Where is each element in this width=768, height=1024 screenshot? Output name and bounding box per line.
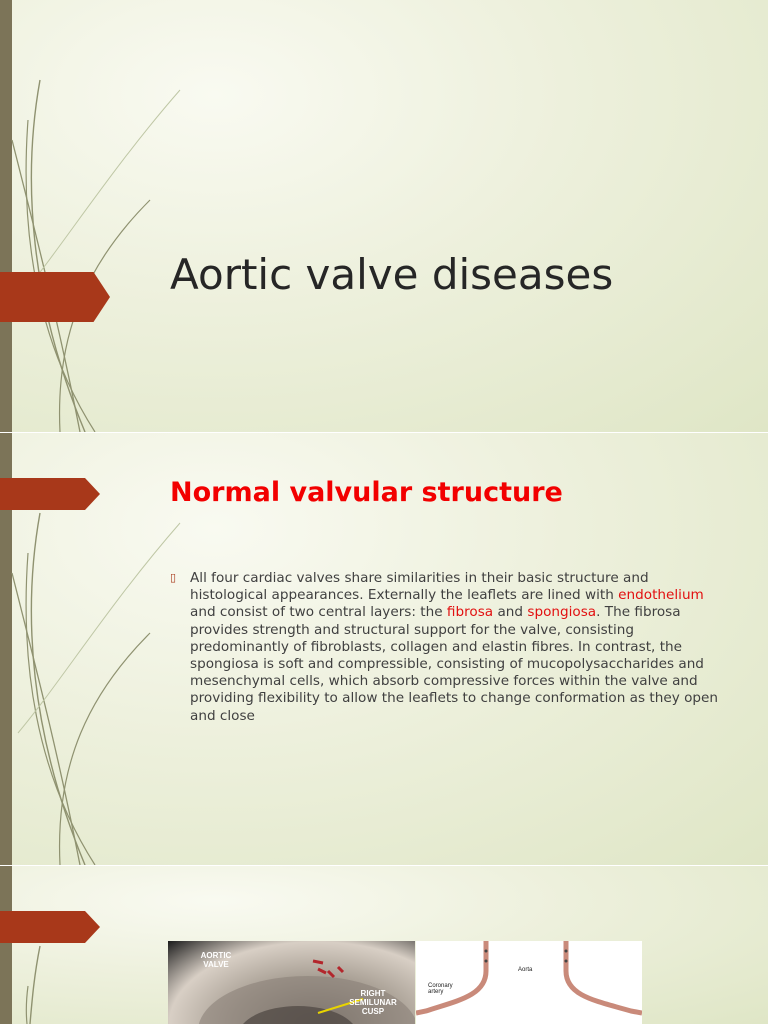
highlight-fibrosa: fibrosa [446,604,494,621]
text-run: and [493,604,528,621]
section-arrow-tab [0,911,100,943]
aortic-valve-photo [168,941,415,1024]
aortic-root-diagram [416,941,642,1024]
slide-title: Aortic valve diseases [170,250,614,299]
title-slide [0,0,768,432]
bullet-item [170,570,730,725]
label-right-semilunar-cusp: RIGHT SEMILUNAR CUSP [349,989,397,1016]
text-run: . The fibrosa provides strength and structural support for the valve, consisting predominantly of fibroblasts, collagen and elastin fibres. In contrast, the spongiosa is soft and compressible, consisting of mucopolysaccharides and mesenchymal cells, which absorb compressive forces within the valve and providing flexibility to allow the leaflets to change conformation as they open and close [190,604,718,724]
decorative-curves [0,0,200,432]
image-slide [0,866,768,1024]
text-run: and consist of two central layers: the [190,604,447,621]
label-coronary-artery: Coronary artery [428,983,453,995]
bullet-marker-icon: ▯ [170,571,177,584]
highlight-endothelium: endothelium [618,587,704,604]
title-arrow-tab [0,272,110,322]
section-title: Normal valvular structure [170,477,563,508]
text-run: All four cardiac valves share similarities in their basic structure and histological appearances. Externally the leaflets are lined with [190,570,649,604]
section-arrow-tab [0,478,100,510]
label-aorta: Aorta [518,967,533,973]
label-aortic-valve: AORTIC VALVE [200,951,232,969]
content-slide [0,433,768,865]
bullet-text [190,570,730,725]
highlight-spongiosa: spongiosa [527,604,597,621]
